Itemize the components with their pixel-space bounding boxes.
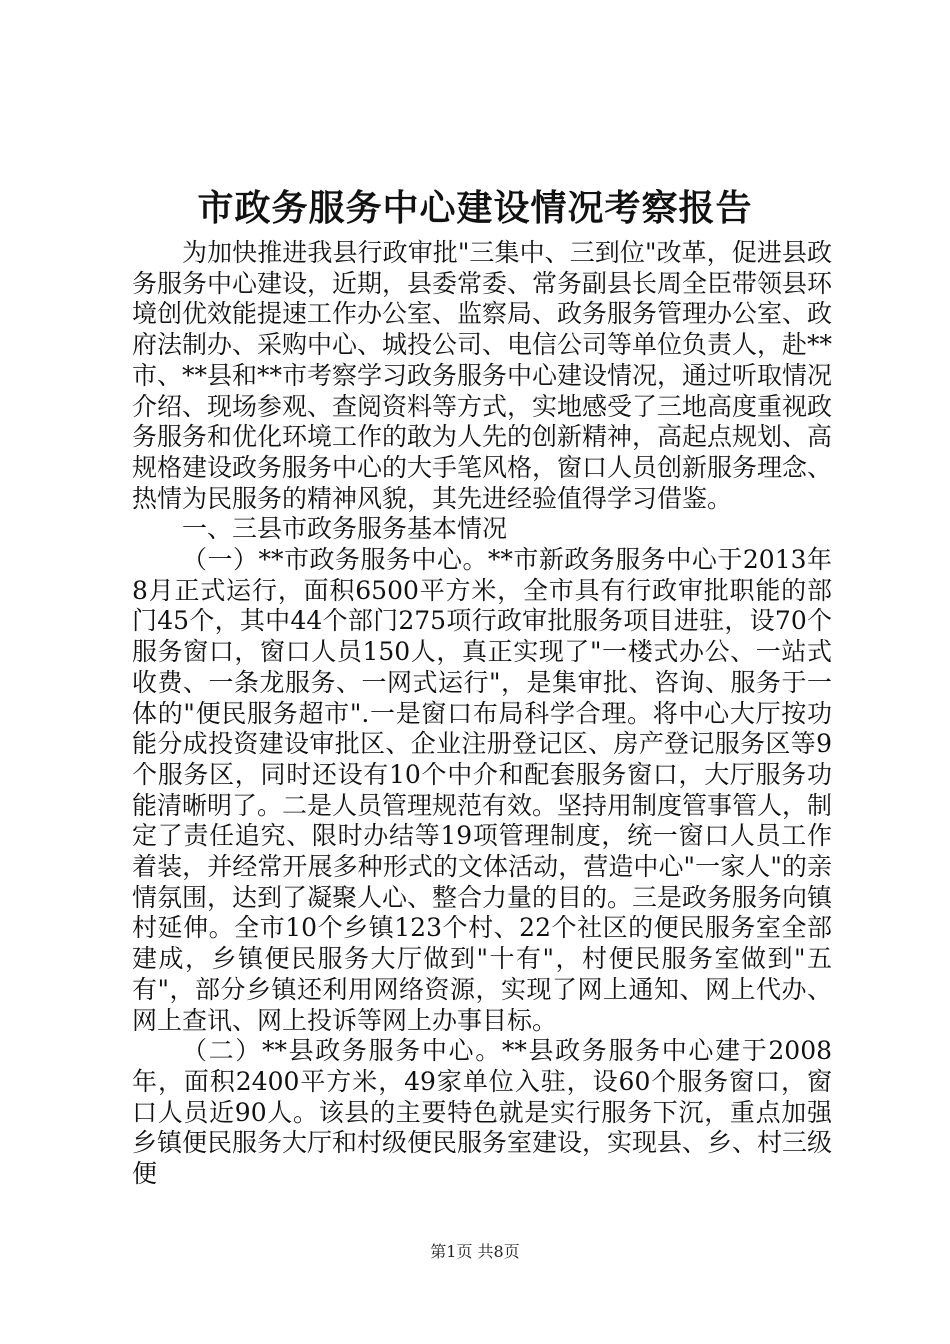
section-paragraph-1: （一）**市政务服务中心。**市新政务服务中心于2013年8月正式运行，面积6500平方米，全市具有行政审批职能的部门45个，其中44个部门275项行政审批服务项目进驻，设70个服务窗口，窗口人员150人，真正实现了"一楼式办公、一站式收费、一条龙服务、一网式运行"，是集审批、咨询、服务于一体的"便民服务超市".一是窗口布局科学合理。将中心大厅按功能分成投资建设审批区、企业注册登记区、房产登记服务区等9个服务区，同时还设有10个中介和配套服务窗口，大厅服务功能清晰明了。二是人员管理规范有效。坚持用制度管事管人，制定了责任追究、限时办结等19项管理制度，统一窗口人员工作着装，并经常开展多种形式的文体活动，营造中心"一家人"的亲情氛围，达到了凝聚人心、整合力量的目的。三是政务服务向镇村延伸。全市10个乡镇123个村、22个社区的便民服务室全部建成，乡镇便民服务大厅做到"十有"，村便民服务室做到"五有"，部分乡镇还利用网络资源，实现了网上通知、网上代办、网上查讯、网上投诉等网上办事目标。: [132, 545, 833, 1035]
section-paragraph-2: （二）**县政务服务中心。**县政务服务中心建于2008年，面积2400平方米，49家单位入驻，设60个服务窗口，窗口人员近90人。该县的主要特色就是实行服务下沉，重点加强乡镇便民服务大厅和村级便民服务室建设，实现县、乡、村三级便: [132, 1036, 833, 1189]
intro-paragraph: 为加快推进我县行政审批"三集中、三到位"改革，促进县政务服务中心建设，近期，县委常委、常务副县长周全臣带领县环境创优效能提速工作办公室、监察局、政务服务管理办公室、政府法制办、采购中心、城投公司、电信公司等单位负责人，赴**市、**县和**市考察学习政务服务中心建设情况，通过听取情况介绍、现场参观、查阅资料等方式，实地感受了三地高度重视政务服务和优化环境工作的敢为人先的创新精神，高起点规划、高规格建设政务服务中心的大手笔风格，窗口人员创新服务理念、热情为民服务的精神风貌，其先进经验值得学习借鉴。: [132, 238, 833, 513]
page-number: 第1页 共8页: [430, 1242, 520, 1261]
section-heading: 一、三县市政务服务基本情况: [182, 514, 508, 544]
document-body: [132, 238, 832, 1190]
document-title: 市政务服务中心建设情况考察报告: [197, 187, 753, 229]
